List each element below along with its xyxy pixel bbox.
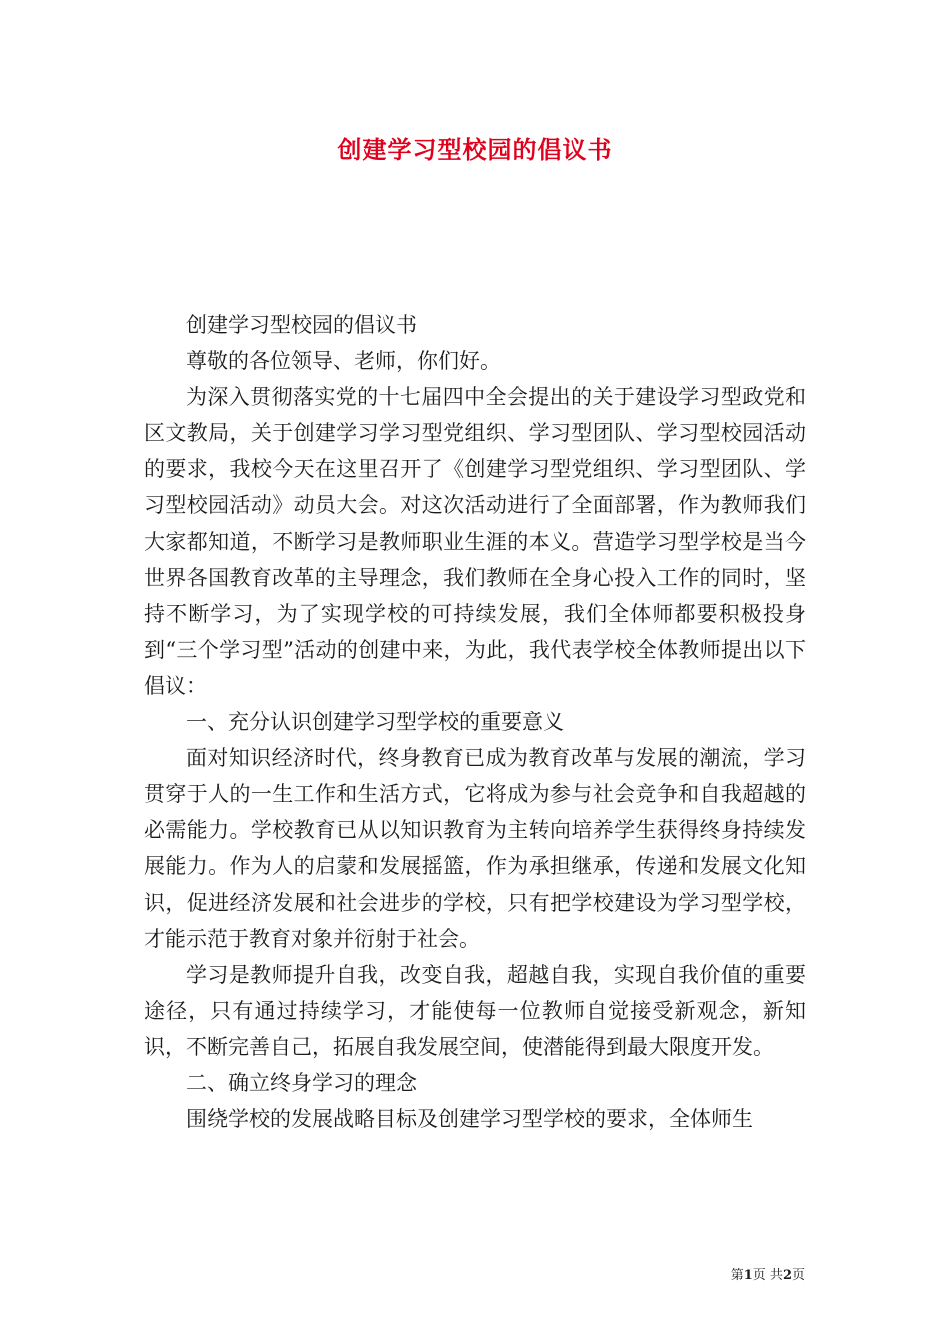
footer-middle: 页 共 [752,1268,783,1283]
footer-prefix: 第 [730,1268,744,1283]
document-body [144,307,806,1137]
paragraph: 创建学习型校园的倡议书 [186,313,417,337]
total-page-number: 2 [782,1268,792,1283]
paragraph: 面对知识经济时代，终身教育已成为教育改革与发展的潮流，学习贯穿于人的一生工作和生活方式，它将成为参与社会竞争和自我超越的必需能力。学校教育已从以知识教育为主转向培养学生获得终身持续发展能力。作为人的启蒙和发展摇篮，作为承担继承，传递和发展文化知识，促进经济发展和社会进步的学校，只有把学校建设为学习型学校，才能示范于教育对象并衍射于社会。 [144,746,806,951]
document-title: 创建学习型校园的倡议书 [337,135,613,164]
section-heading: 二、确立终身学习的理念 [186,1070,417,1095]
paragraph: 围绕学校的发展战略目标及创建学习型学校的要求，全体师生 [186,1107,753,1132]
paragraph: 学习是教师提升自我，改变自我，超越自我，实现自我价值的重要途径，只有通过持续学习，才能使每一位教师自觉接受新观念，新知识，不断完善自己，拓展自我发展空间，使潜能得到最大限度开发。 [144,962,806,1059]
paragraph: 为深入贯彻落实党的十七届四中全会提出的关于建设学习型政党和区文教局，关于创建学习学习型党组织、学习型团队、学习型校园活动的要求，我校今天在这里召开了《创建学习型党组织、学习型团队、学习型校园活动》动员大会。对这次活动进行了全面部署，作为教师我们大家都知道，不断学习是教师职业生涯的本义。营造学习型学校是当今世界各国教育改革的主导理念，我们教师在全身心投入工作的同时，坚持不断学习，为了实现学校的可持续发展，我们全体师都要积极投身到“三个学习型”活动的创建中来，为此，我代表学校全体教师提出以下倡议： [144,385,806,698]
footer-suffix: 页 [791,1268,805,1283]
paragraph: 尊敬的各位领导、老师，你们好。 [186,349,501,374]
current-page-number: 1 [743,1268,753,1283]
page-number-footer [731,1264,805,1283]
section-heading: 一、充分认识创建学习型学校的重要意义 [186,710,564,735]
